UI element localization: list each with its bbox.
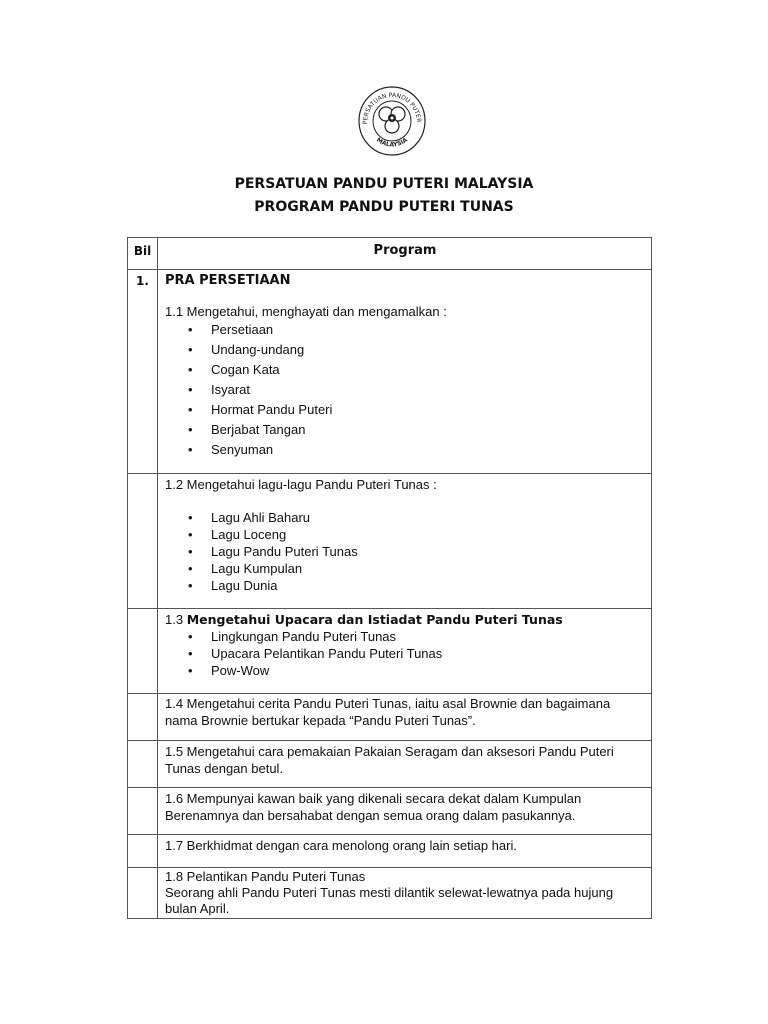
- list-item: • Persetiaan: [165, 320, 645, 340]
- item-line: 1.7 Berkhidmat dengan cara menolong orang lain setiap hari.: [165, 838, 517, 853]
- title-line-1: PERSATUAN PANDU PUTERI MALAYSIA: [234, 176, 534, 192]
- item-text: 1.2 Mengetahui lagu-lagu Pandu Puteri Tunas :: [165, 477, 437, 492]
- list-item: • Isyarat: [165, 380, 645, 400]
- list-item: • Lagu Kumpulan: [165, 560, 645, 577]
- document-title-block: [0, 173, 768, 219]
- item-text: [165, 611, 645, 628]
- emblem-ring-bottom-text: MALAYSIA: [375, 136, 409, 149]
- section-number: 1.: [128, 270, 158, 474]
- program-table: [127, 237, 652, 919]
- list-item-1-8: [158, 868, 652, 919]
- header-bil: Bil: [128, 238, 158, 270]
- list-item: • Hormat Pandu Puteri: [165, 400, 645, 420]
- item-heading: Mengetahui Upacara dan Istiadat Pandu Puteri Tunas: [186, 612, 563, 627]
- bil-cell: [128, 474, 158, 609]
- emblem-svg: [358, 86, 426, 156]
- list-item: • Senyuman: [165, 440, 645, 460]
- bil-cell: [128, 741, 158, 788]
- list-item: • Lingkungan Pandu Puteri Tunas: [165, 628, 645, 645]
- list-item-1-2: [158, 474, 652, 609]
- trefoil-icon: [379, 107, 405, 133]
- item-number: 1.3: [165, 612, 187, 627]
- list-item: • Pow-Wow: [165, 662, 645, 679]
- table-row: [128, 270, 652, 474]
- bullet-list: [165, 628, 645, 679]
- header-program: Program: [158, 238, 652, 270]
- list-item: • Berjabat Tangan: [165, 420, 645, 440]
- list-item-1-4: [158, 694, 652, 741]
- table-header-row: [128, 238, 652, 270]
- table-row: [128, 741, 652, 788]
- table-row: [128, 474, 652, 609]
- bullet-list: [165, 320, 645, 460]
- item-text: 1.1 Mengetahui, menghayati dan mengamalkan :: [165, 304, 447, 319]
- list-item-1-3: [158, 609, 652, 694]
- item-line: Tunas dengan betul.: [165, 761, 284, 776]
- item-line: 1.6 Mempunyai kawan baik yang dikenali secara dekat dalam Kumpulan: [165, 791, 582, 806]
- list-item: • Cogan Kata: [165, 360, 645, 380]
- item-line: 1.4 Mengetahui cerita Pandu Puteri Tunas, iaitu asal Brownie dan bagaimana: [165, 696, 611, 711]
- list-item: • Undang-undang: [165, 340, 645, 360]
- item-line: Seorang ahli Pandu Puteri Tunas mesti dilantik selewat-lewatnya pada hujung: [165, 885, 614, 900]
- table-row: [128, 609, 652, 694]
- item-line: bulan April.: [165, 901, 230, 916]
- association-emblem: [358, 86, 426, 156]
- item-line: Berenamnya dan bersahabat dengan semua orang dalam pasukannya.: [165, 808, 576, 823]
- list-item-1-6: [158, 788, 652, 835]
- bil-cell: [128, 835, 158, 868]
- bil-cell: [128, 609, 158, 694]
- list-item-1-7: [158, 835, 652, 868]
- bullet-list: [165, 509, 645, 594]
- item-line: 1.8 Pelantikan Pandu Puteri Tunas: [165, 869, 366, 884]
- emblem-ring-top-text: PERSATUAN PANDU PUTER: [361, 91, 423, 125]
- list-item: • Lagu Pandu Puteri Tunas: [165, 543, 645, 560]
- list-item: • Lagu Loceng: [165, 526, 645, 543]
- table-row: [128, 694, 652, 741]
- section-title: PRA PERSETIAAN: [165, 273, 291, 288]
- list-item: • Lagu Dunia: [165, 577, 645, 594]
- table-row: [128, 788, 652, 835]
- bil-cell: [128, 788, 158, 835]
- list-item: • Upacara Pelantikan Pandu Puteri Tunas: [165, 645, 645, 662]
- list-item: • Lagu Ahli Baharu: [165, 509, 645, 526]
- list-item-1-1: [158, 270, 652, 474]
- list-item-1-5: [158, 741, 652, 788]
- item-line: 1.5 Mengetahui cara pemakaian Pakaian Seragam dan aksesori Pandu Puteri: [165, 744, 614, 759]
- bil-cell: [128, 868, 158, 919]
- table-row: [128, 835, 652, 868]
- item-line: nama Brownie bertukar kepada “Pandu Puteri Tunas”.: [165, 713, 476, 728]
- table-row: [128, 868, 652, 919]
- title-line-2: PROGRAM PANDU PUTERI TUNAS: [254, 199, 514, 215]
- bil-cell: [128, 694, 158, 741]
